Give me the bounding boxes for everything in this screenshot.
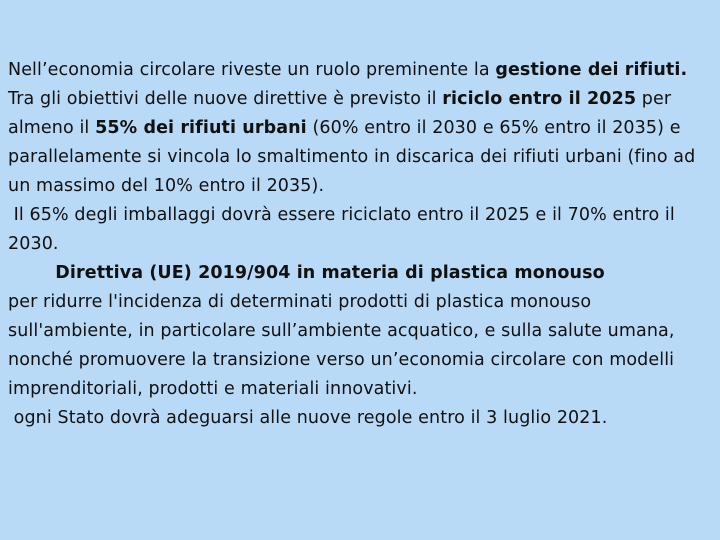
- paragraph-directive-title: [8, 259, 708, 288]
- paragraph-bold-text: 55% dei rifiuti urbani: [95, 118, 307, 138]
- paragraph-packaging: [8, 201, 708, 259]
- paragraph-text: Tra gli obiettivi delle nuove direttive è previsto il: [8, 89, 443, 109]
- paragraph-bold-text: gestione dei rifiuti.: [495, 60, 688, 80]
- slide-text-body: [8, 56, 708, 433]
- paragraph-text: per ridurre l'incidenza di determinati prodotti di plastica monouso sull'ambiente, in particolare sull’ambiente acquatico, e sulla salute umana, nonché promuovere la transizione verso un’economia circolare con modelli imprenditoriali, prodotti e materiali innovativi.: [8, 292, 675, 399]
- paragraph-text: ogni Stato dovrà adeguarsi alle nuove regole entro il 3 luglio 2021.: [13, 408, 608, 428]
- paragraph-text: per almeno il: [8, 89, 672, 138]
- paragraph-deadline: [8, 404, 708, 433]
- directive-heading: Direttiva (UE) 2019/904 in materia di plastica monouso: [55, 263, 605, 283]
- paragraph-bold-text: riciclo entro il 2025: [442, 89, 637, 109]
- paragraph-waste-management: [8, 56, 708, 85]
- paragraph-directive-goals: [8, 85, 708, 201]
- paragraph-directive-purpose: [8, 288, 708, 404]
- paragraph-text: Il 65% degli imballaggi dovrà essere riciclato entro il 2025 e il 70% entro il 2030.: [8, 205, 675, 254]
- paragraph-text: Nell’economia circolare riveste un ruolo preminente la: [8, 60, 496, 80]
- paragraph-text: (60% entro il 2030 e 65% entro il 2035) e parallelamente si vincola lo smaltimento in discarica dei rifiuti urbani (fino ad un massimo del 10% entro il 2035).: [8, 118, 696, 196]
